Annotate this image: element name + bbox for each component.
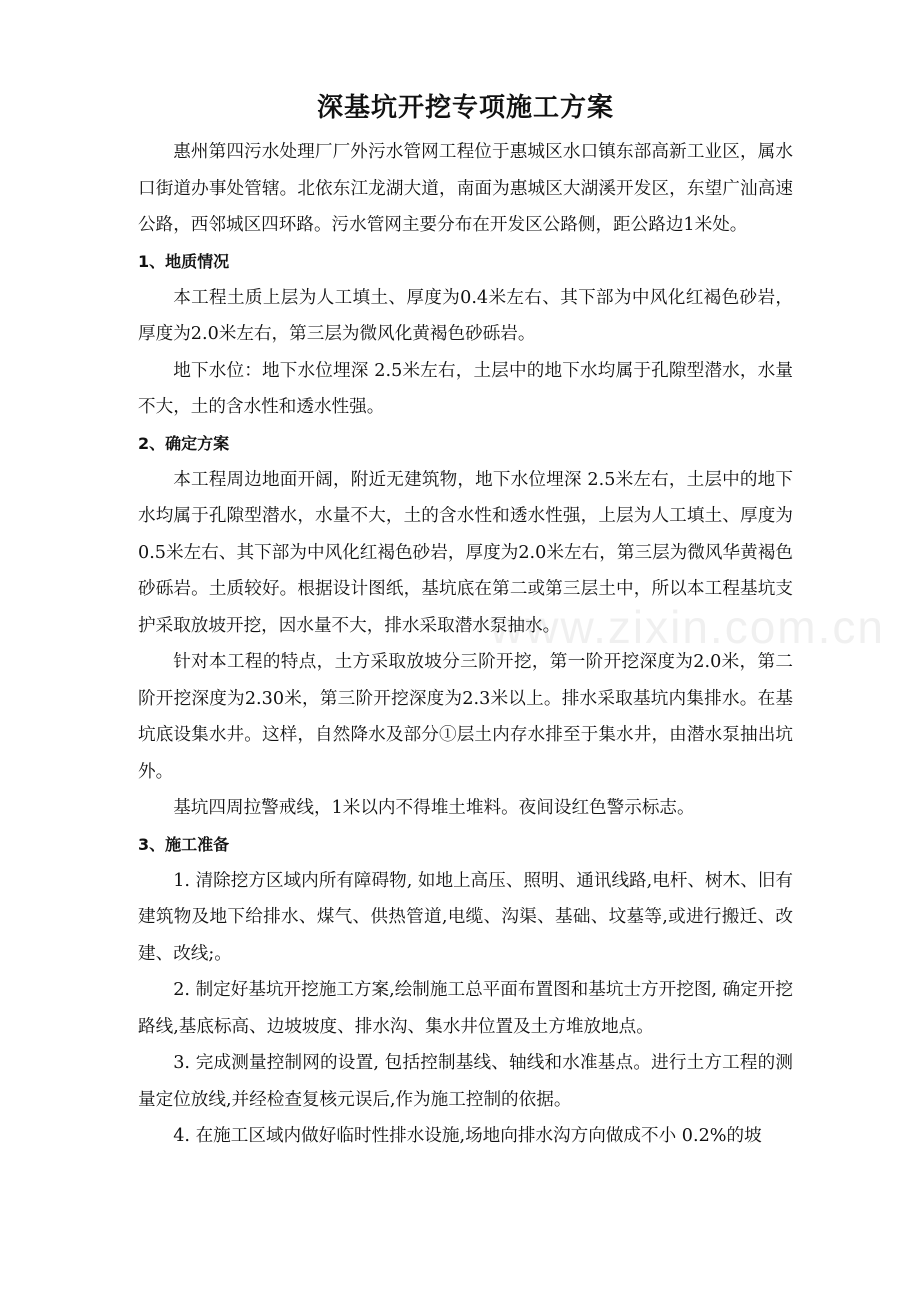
paragraph: 地下水位：地下水位埋深 2.5米左右，土层中的地下水均属于孔隙型潜水，水量不大，土的含水性和透水性强。: [138, 360, 793, 417]
document-title: 深基坑开挖专项施工方案: [316, 93, 614, 123]
paragraph: 2. 制定好基坑开挖施工方案,绘制施工总平面布置图和基坑士方开挖图, 确定开挖路线,基底标高、边坡坡度、排水沟、集水井位置及土方堆放地点。: [138, 980, 793, 1037]
section-heading-preparation: 3、施工准备: [138, 834, 230, 854]
section-heading-plan: 2、确定方案: [138, 433, 230, 453]
paragraph: 针对本工程的特点，土方采取放坡分三阶开挖，第一阶开挖深度为2.0米，第二阶开挖深度为2.30米，第三阶开挖深度为2.3米以上。排水采取基坑内集排水。在基坑底设集水井。这样，自然降水及部分①层土内存水排至于集水井，由潜水泵抽出坑外。: [138, 652, 793, 782]
paragraph: 本工程周边地面开阔，附近无建筑物，地下水位埋深 2.5米左右，土层中的地下水均属于孔隙型潜水，水量不大，土的含水性和透水性强，上层为人工填土、厚度为0.5米左右、其下部为中风化红褐色砂岩，厚度为2.0米左右，第三层为微风华黄褐色砂砾岩。土质较好。根据设计图纸，基坑底在第二或第三层土中，所以本工程基坑支护采取放坡开挖，因水量不大，排水采取潜水泵抽水。: [138, 469, 793, 636]
intro-paragraph: 惠州第四污水处理厂厂外污水管网工程位于惠城区水口镇东部高新工业区，属水口街道办事处管辖。北依东江龙湖大道，南面为惠城区大湖溪开发区，东望广汕高速公路，西邻城区四环路。污水管网主要分布在开发区公路侧，距公路边1米处。: [138, 142, 793, 235]
paragraph: 基坑四周拉警戒线，1米以内不得堆土堆料。夜间设红色警示标志。: [173, 798, 695, 818]
watermark: www.zixin.com.cn: [490, 601, 885, 653]
paragraph: 1. 清除挖方区域内所有障碍物, 如地上高压、照明、通讯线路,电杆、树木、旧有建筑物及地下给排水、煤气、供热管道,电缆、沟渠、基础、坟墓等,或进行搬迁、改建、改线;。: [138, 870, 793, 964]
paragraph: 3. 完成测量控制网的设置, 包括控制基线、轴线和水准基点。进行土方工程的测量定位放线,并经检查复核元误后,作为施工控制的依据。: [138, 1053, 793, 1110]
paragraph: 本工程土质上层为人工填土、厚度为0.4米左右、其下部为中风化红褐色砂岩，厚度为2.0米左右，第三层为微风化黄褐色砂砾岩。: [138, 287, 793, 344]
document-page: [138, 88, 793, 1155]
section-heading-geology: 1、地质情况: [138, 251, 230, 271]
paragraph: 4. 在施工区域内做好临时性排水设施,场地向排水沟方向做成不小 0.2%的坡: [173, 1126, 762, 1146]
